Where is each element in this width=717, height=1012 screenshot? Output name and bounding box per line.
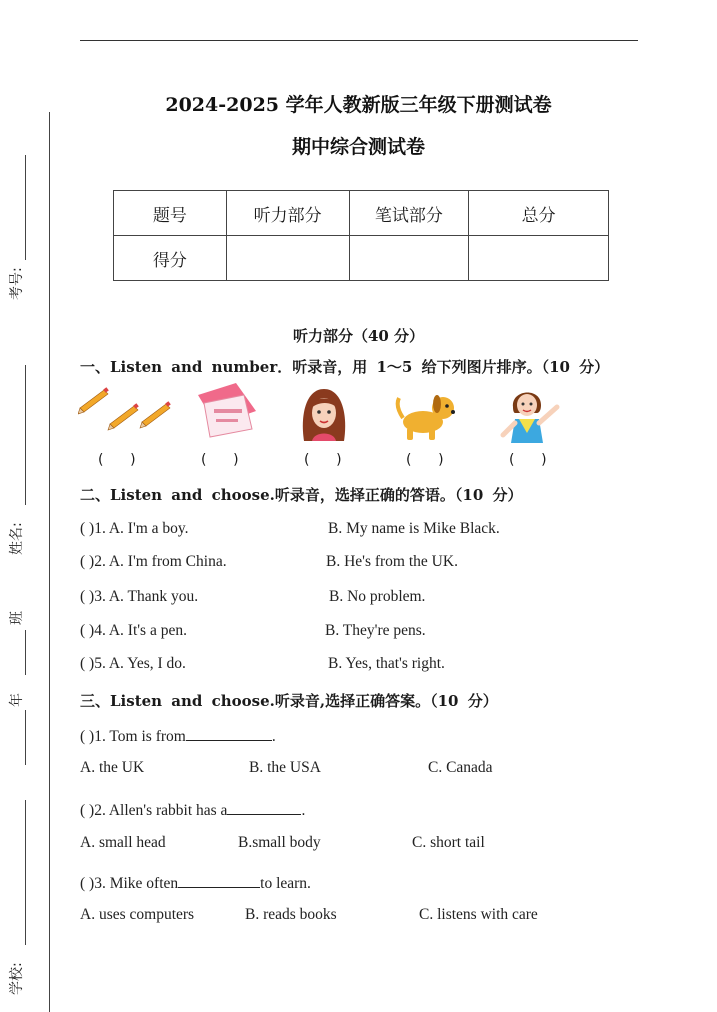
q3-item-1-opt-b: B. the USA: [249, 759, 321, 776]
q2-item-2-b: B. He's from the UK.: [326, 553, 458, 570]
q3-item-1-opt-c: C. Canada: [428, 759, 493, 776]
q3-item-3-stem: [80, 874, 311, 893]
q3-item-2-stem-text: ( )2. Allen's rabbit has a: [80, 802, 228, 819]
q2-item-5-b: B. Yes, that's right.: [328, 655, 445, 672]
listening-heading: 听力部分（40 分）: [292, 327, 425, 345]
score-table-header-row: [114, 191, 609, 236]
page-subtitle: 期中综合测试卷: [291, 136, 425, 158]
class-label: 班: [9, 611, 25, 625]
score-cell[interactable]: [469, 236, 609, 281]
q3-item-2-stem: [80, 801, 305, 820]
page-title: 2024-2025 学年人教新版三年级下册测试卷: [165, 94, 552, 116]
q3-heading: 三、Listen and choose.听录音,选择正确答案。（10 分）: [80, 692, 498, 710]
binding-line: [49, 112, 50, 1012]
girl-icon: [298, 385, 350, 443]
score-header-cell: 笔试部分: [349, 191, 469, 236]
q3-item-1-stem-text: ( )1. Tom is from: [80, 728, 186, 745]
q3-item-3-opt-b: B. reads books: [245, 906, 337, 923]
exam-no-blank: [25, 155, 26, 260]
q2-item-1-b: B. My name is Mike Black.: [328, 520, 500, 537]
score-cell[interactable]: [226, 236, 349, 281]
q2-item-5-a: ( )5. A. Yes, I do.: [80, 655, 186, 672]
grade-blank: [25, 710, 26, 765]
answer-blank[interactable]: [186, 727, 272, 741]
q3-item-2-opt-a: A. small head: [80, 834, 166, 851]
answer-blank[interactable]: [227, 801, 301, 815]
answer-paren[interactable]: ( ): [304, 452, 342, 468]
pencils-icon: [78, 384, 173, 432]
card-icon: [196, 381, 258, 439]
q3-item-1-opt-a: A. the UK: [80, 759, 145, 776]
exam-no-label: 考号:: [9, 267, 25, 300]
q2-item-4-b: B. They're pens.: [325, 622, 426, 639]
score-table-score-row: [114, 236, 609, 281]
score-header-cell: 听力部分: [226, 191, 349, 236]
q3-item-3-opt-c: C. listens with care: [419, 906, 538, 923]
school-blank: [25, 800, 26, 945]
q3-item-2-opt-c: C. short tail: [412, 834, 485, 851]
q1-heading: 一、Listen and number．听录音，用 1～5 给下列图片排序。（10 分）: [80, 358, 610, 376]
answer-paren[interactable]: ( ): [201, 452, 239, 468]
q2-item-2-a: ( )2. A. I'm from China.: [80, 553, 227, 570]
q3-item-2-opt-b: B.small body: [238, 834, 321, 851]
q3-item-3-stem-end: to learn.: [260, 875, 311, 892]
q2-item-1-a: ( )1. A. I'm a boy.: [80, 520, 189, 537]
answer-blank[interactable]: [178, 874, 260, 888]
top-rule: [80, 40, 638, 41]
q3-item-3-stem-text: ( )3. Mike often: [80, 875, 179, 892]
name-label: 姓名:: [9, 522, 25, 555]
dog-icon: [393, 392, 457, 442]
teacher-icon: [497, 383, 561, 445]
name-blank: [25, 365, 26, 505]
score-header-cell: 题号: [114, 191, 227, 236]
score-header-cell: 总分: [469, 191, 609, 236]
class-blank: [25, 630, 26, 675]
q2-item-4-a: ( )4. A. It's a pen.: [80, 622, 187, 639]
q2-item-3-b: B. No problem.: [329, 588, 426, 605]
answer-paren[interactable]: ( ): [406, 452, 444, 468]
school-label: 学校:: [9, 962, 25, 995]
grade-label: 年: [9, 693, 25, 707]
q2-item-3-a: ( )3. A. Thank you.: [80, 588, 199, 605]
score-cell[interactable]: [349, 236, 469, 281]
q3-item-2-stem-end: .: [301, 802, 306, 819]
score-table: [113, 190, 609, 281]
answer-paren[interactable]: ( ): [98, 452, 136, 468]
answer-paren[interactable]: ( ): [509, 452, 547, 468]
q3-item-1-stem: [80, 727, 276, 746]
score-row-label: 得分: [114, 236, 227, 281]
q3-item-3-opt-a: A. uses computers: [80, 906, 195, 923]
q2-heading: 二、Listen and choose.听录音，选择正确的答语。（10 分）: [80, 486, 523, 504]
q3-item-1-stem-end: .: [271, 728, 276, 745]
